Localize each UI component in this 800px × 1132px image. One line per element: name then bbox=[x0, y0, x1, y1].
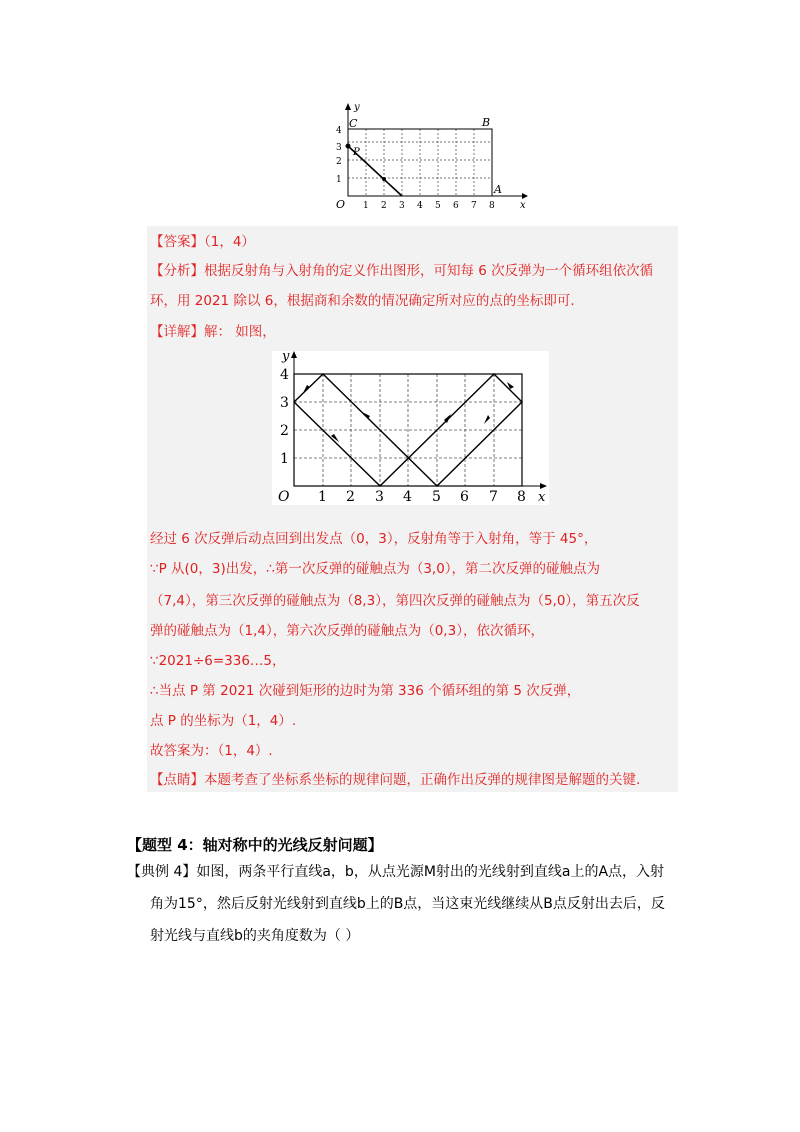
fig1-x-tick-5: 5 bbox=[435, 201, 441, 211]
figure-1-grid bbox=[316, 100, 532, 218]
fig1-label-a: A bbox=[494, 183, 502, 196]
body-line-8: 故答案为：（1，4）. bbox=[150, 743, 273, 759]
detail-line: 【详解】解： 如图， bbox=[150, 324, 276, 340]
fig2-x-tick-7: 7 bbox=[489, 489, 498, 505]
question-line-1: 【典例 4】如图，两条平行直线a，b，从点光源M射出的光线射到直线a上的A点，入射 bbox=[127, 864, 665, 880]
fig2-y-tick-3: 3 bbox=[280, 395, 289, 411]
fig2-y-tick-1: 1 bbox=[280, 451, 289, 467]
fig2-x-tick-2: 2 bbox=[346, 489, 355, 505]
fig1-x-tick-1: 1 bbox=[363, 201, 369, 211]
fig1-label-p: P bbox=[353, 147, 360, 158]
fig2-x-tick-1: 1 bbox=[318, 489, 327, 505]
fig2-y-tick-4: 4 bbox=[280, 367, 289, 383]
analysis-line-1: 【分析】根据反射角与入射角的定义作出图形，可知每 6 次反弹为一个循环组依次循 bbox=[150, 263, 654, 279]
fig1-label-b: B bbox=[482, 116, 491, 129]
body-line-3: （7,4），第三次反弹的碰触点为（8,3），第四次反弹的碰触点为（5,0），第五次反 bbox=[150, 593, 640, 609]
body-line-2: ∵P 从(0，3)出发，∴第一次反弹的碰触点为（3,0），第二次反弹的碰触点为 bbox=[150, 561, 601, 577]
fig1-x-tick-2: 2 bbox=[381, 201, 387, 211]
analysis-line-2: 环，用 2021 除以 6，根据商和余数的情况确定所对应的点的坐标即可. bbox=[150, 293, 575, 309]
fig2-origin: O bbox=[278, 489, 290, 505]
fig1-x-label: x bbox=[520, 200, 526, 211]
answer-line: 【答案】（1，4） bbox=[150, 234, 255, 250]
fig2-x-label: x bbox=[538, 490, 546, 505]
question-line-3: 射光线与直线b的夹角度数为（ ） bbox=[150, 928, 360, 944]
fig1-x-tick-8: 8 bbox=[489, 201, 495, 211]
fig1-x-tick-7: 7 bbox=[471, 201, 477, 211]
body-line-4: 弹的碰触点为（1,4），第六次反弹的碰触点为（0,3），依次循环， bbox=[150, 623, 544, 639]
body-line-7: 点 P 的坐标为（1，4）. bbox=[150, 713, 297, 729]
fig1-y-tick-1: 1 bbox=[336, 175, 342, 185]
fig2-x-tick-8: 8 bbox=[517, 489, 526, 505]
fig2-x-tick-4: 4 bbox=[403, 489, 412, 505]
comment-line: 【点睛】本题考查了坐标系坐标的规律问题，正确作出反弹的规律图是解题的关键. bbox=[150, 772, 641, 788]
fig1-y-tick-3: 3 bbox=[336, 143, 342, 153]
fig2-x-tick-3: 3 bbox=[375, 489, 384, 505]
figure-2-reflection-diagram bbox=[272, 351, 549, 505]
body-line-6: ∴当点 P 第 2021 次碰到矩形的边时为第 336 个循环组的第 5 次反弹， bbox=[150, 683, 581, 699]
question-line-2: 角为15°，然后反射光线射到直线b上的B点，当这束光线继续从B点反射出去后，反 bbox=[150, 896, 665, 912]
section-heading: 【题型 4：轴对称中的光线反射问题】 bbox=[127, 836, 383, 854]
fig1-y-label: y bbox=[354, 102, 360, 113]
fig1-origin: O bbox=[336, 198, 346, 211]
fig2-y-tick-2: 2 bbox=[280, 423, 289, 439]
fig2-x-tick-5: 5 bbox=[432, 489, 441, 505]
fig2-y-label: y bbox=[282, 351, 290, 364]
fig1-label-c: C bbox=[349, 117, 358, 130]
fig1-x-tick-3: 3 bbox=[399, 201, 405, 211]
fig1-x-tick-4: 4 bbox=[417, 201, 423, 211]
fig1-x-tick-6: 6 bbox=[453, 201, 459, 211]
fig1-y-tick-4: 4 bbox=[336, 126, 342, 136]
fig2-x-tick-6: 6 bbox=[460, 489, 469, 505]
fig1-y-tick-2: 2 bbox=[336, 157, 342, 167]
body-line-1: 经过 6 次反弹后动点回到出发点（0，3），反射角等于入射角，等于 45°， bbox=[150, 531, 598, 547]
answer-box bbox=[147, 226, 678, 792]
body-line-5: ∵2021÷6=336…5， bbox=[150, 653, 286, 669]
